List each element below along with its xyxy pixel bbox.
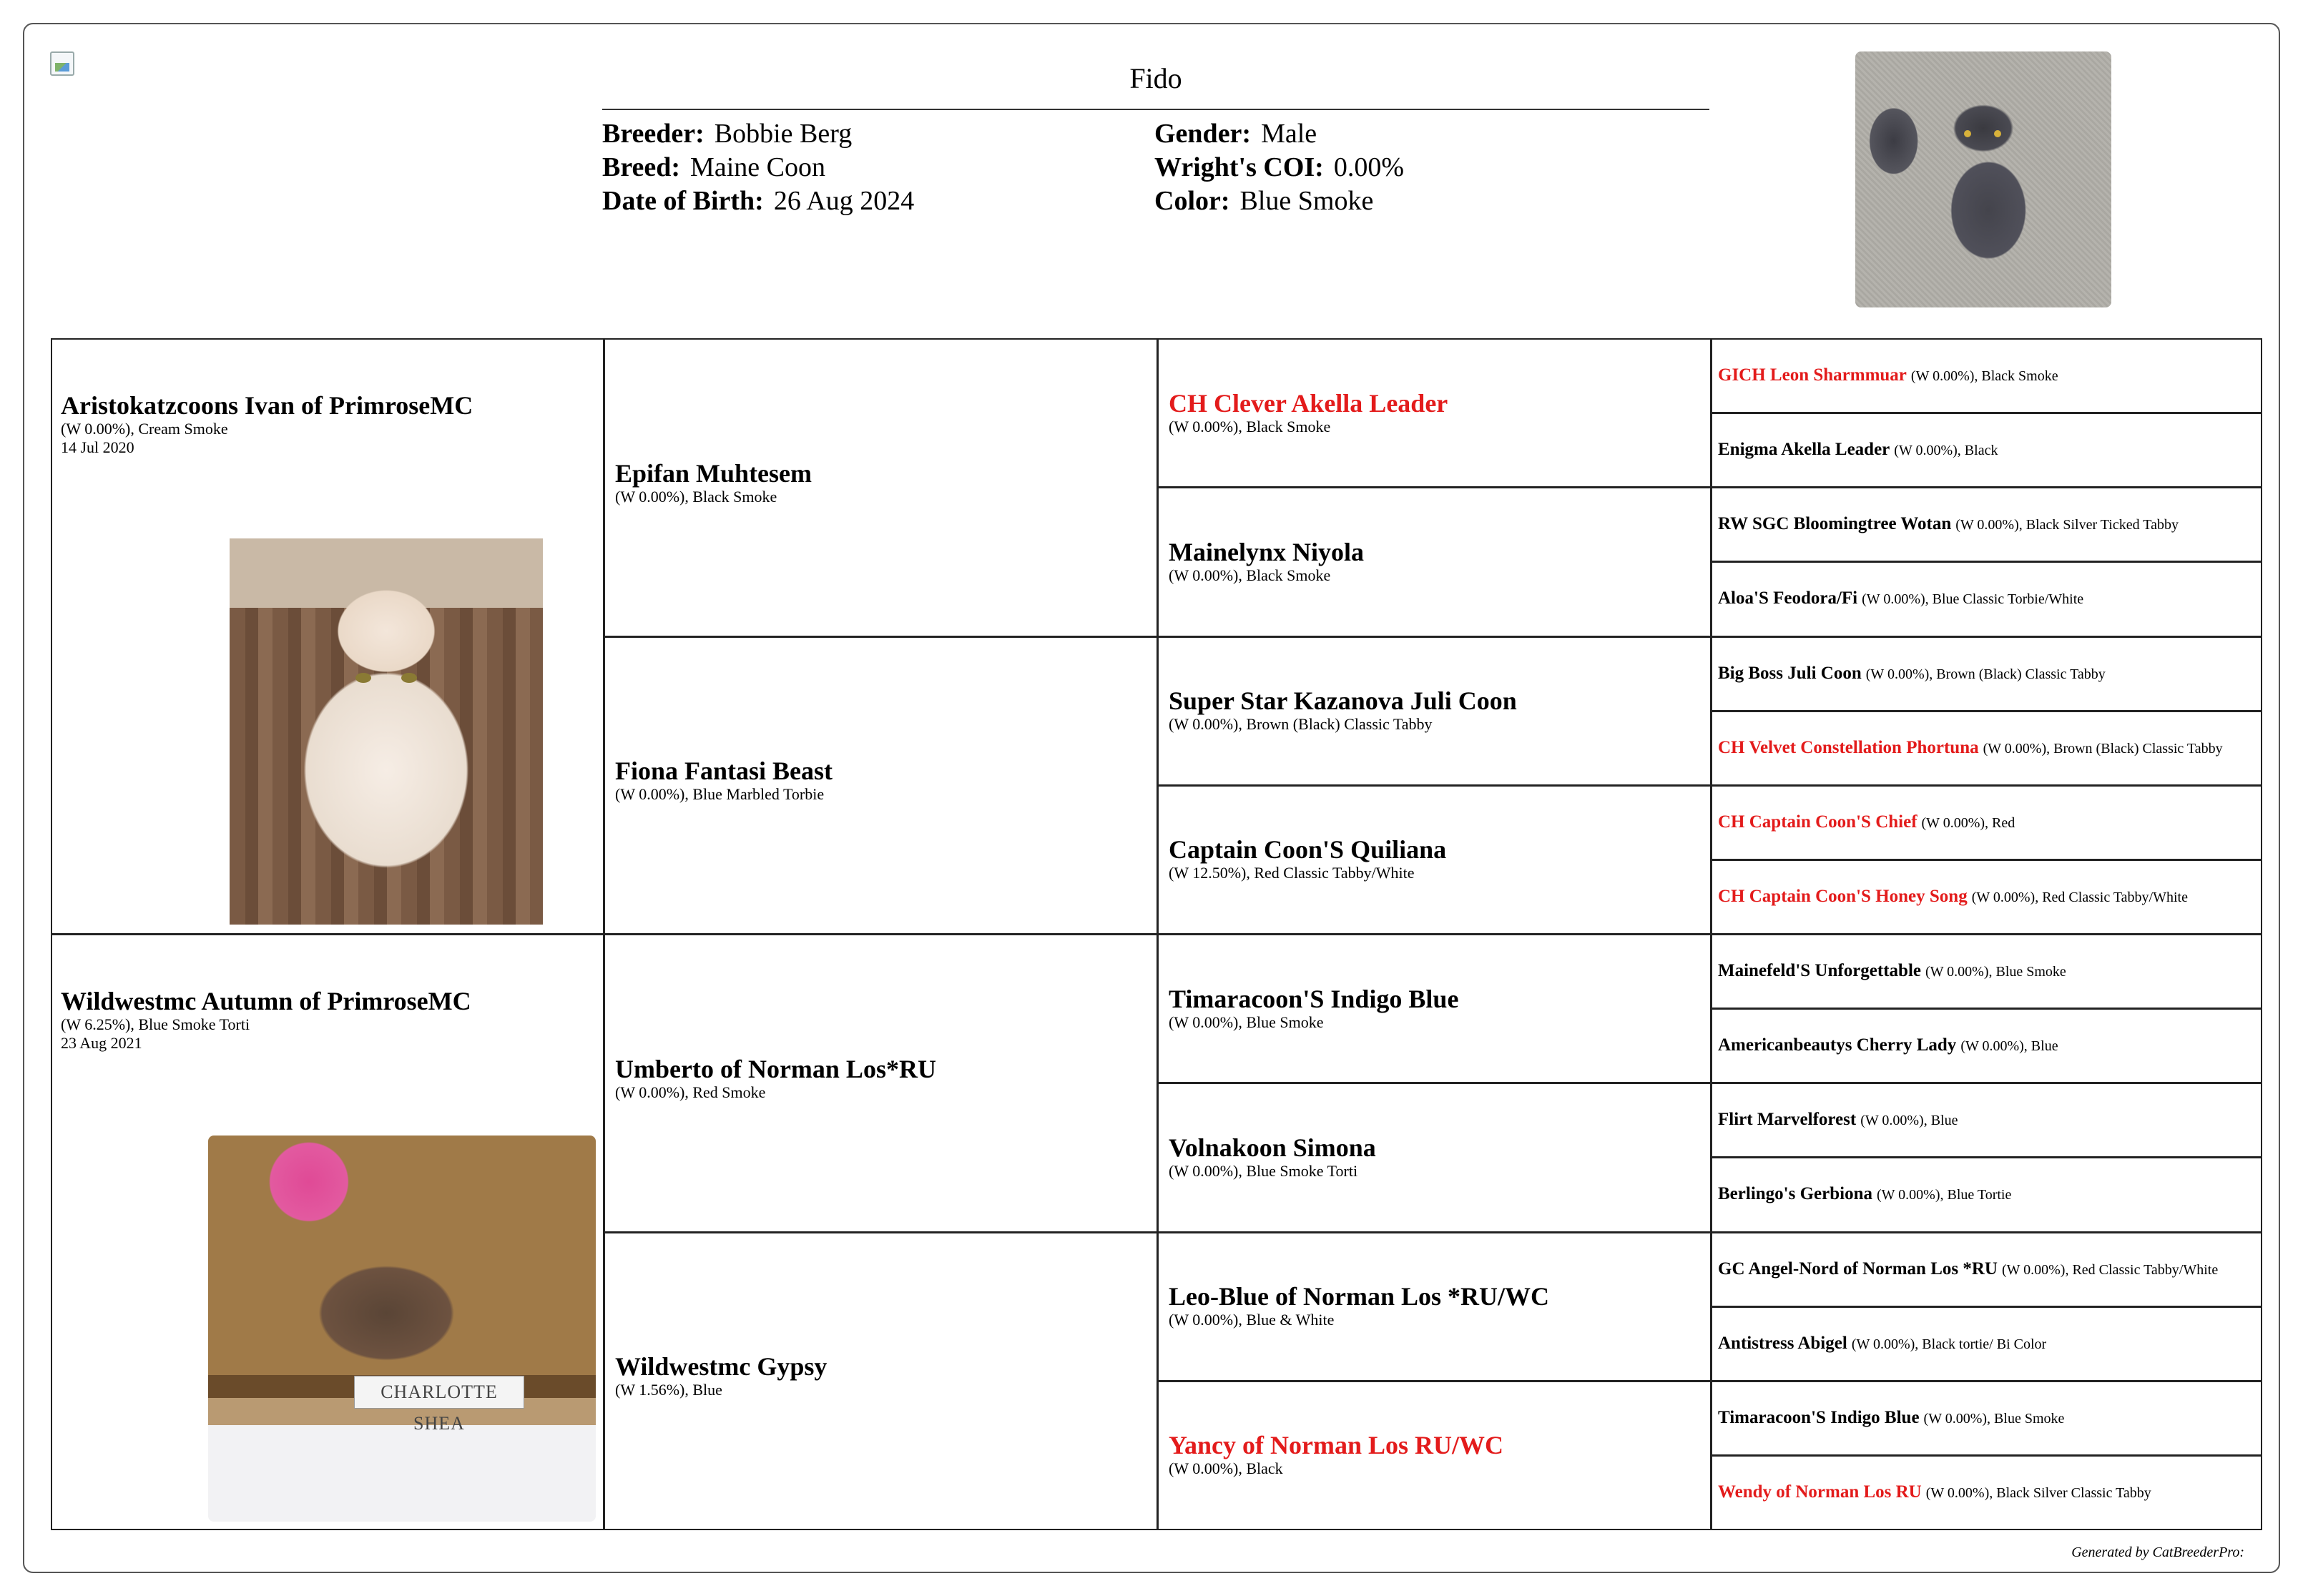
generated-by-footer: Generated by CatBreederPro: <box>2071 1545 2244 1560</box>
dob-label: Date of Birth: <box>602 186 764 216</box>
gen4-entry <box>1718 1333 2046 1355</box>
dob-row <box>602 184 914 218</box>
gen3-details: (W 0.00%), Blue Smoke Torti <box>1169 1161 1358 1180</box>
gen4-details: (W 0.00%), Black Silver Ticked Tabby <box>1955 517 2179 533</box>
info-left <box>602 117 914 218</box>
broken-image-icon <box>50 51 74 76</box>
dam-details: (W 6.25%), Blue Smoke Torti <box>61 1015 250 1033</box>
gen4-entry <box>1718 812 2015 834</box>
gen3-name: Captain Coon'S Quiliana <box>1169 835 1447 864</box>
dam-photo-caption: CHARLOTTE SHEA <box>354 1376 524 1409</box>
gen4-entry <box>1718 439 1998 461</box>
gen3-name: Volnakoon Simona <box>1169 1133 1376 1162</box>
dam-photo <box>208 1136 596 1522</box>
gen3-details: (W 0.00%), Black Smoke <box>1169 417 1331 435</box>
gen3-cell <box>1157 1083 1712 1232</box>
gen4-details: (W 0.00%), Blue Smoke <box>1925 964 2066 980</box>
pedigree-grid <box>51 339 2263 1530</box>
gen4-name: CH Captain Coon'S Honey Song <box>1718 886 1968 906</box>
gen4-name: GC Angel-Nord of Norman Los *RU <box>1718 1258 1998 1279</box>
dam-cell <box>51 934 604 1530</box>
gen4-details: (W 0.00%), Brown (Black) Classic Tabby <box>1983 740 2223 757</box>
gen4-cell <box>1711 636 2262 711</box>
breeder-label: Breeder: <box>602 119 704 149</box>
sire-name: Aristokatzcoons Ivan of PrimroseMC <box>61 391 473 420</box>
gen4-details: (W 0.00%), Blue Classic Torbie/White <box>1862 591 2084 608</box>
sire-cell <box>51 338 604 935</box>
gen3-cell <box>1157 1381 1712 1530</box>
gen4-name: Timaracoon'S Indigo Blue <box>1718 1407 1920 1427</box>
sire-details: (W 0.00%), Cream Smoke <box>61 420 228 438</box>
gen4-name: Aloa'S Feodora/Fi <box>1718 588 1858 609</box>
gender-row <box>1154 117 1404 151</box>
title-divider <box>602 109 1709 110</box>
gen2-details: (W 0.00%), Blue Marbled Torbie <box>615 785 825 804</box>
gen4-cell <box>1711 711 2262 786</box>
gen4-details: (W 0.00%), Red Classic Tabby/White <box>2001 1261 2219 1278</box>
gen4-name: Flirt Marvelforest <box>1718 1110 1857 1130</box>
cat-eye-right <box>1994 130 2001 137</box>
breed-value: Maine Coon <box>690 152 825 182</box>
gen2-cell <box>604 934 1158 1233</box>
gen4-entry <box>1718 960 2066 982</box>
gen4-cell <box>1711 1306 2262 1381</box>
gen4-entry <box>1718 1035 2058 1057</box>
gen4-cell <box>1711 561 2262 636</box>
gen3-details: (W 0.00%), Black Smoke <box>1169 566 1331 584</box>
cat-eye-left <box>1964 130 1971 137</box>
sire-eye-right <box>401 673 417 683</box>
gen4-name: Enigma Akella Leader <box>1718 440 1890 460</box>
gen4-cell <box>1711 934 2262 1009</box>
breed-row <box>602 151 914 184</box>
gen4-cell <box>1711 1232 2262 1307</box>
coi-value: 0.00% <box>1333 152 1404 182</box>
gen4-details: (W 0.00%), Black Smoke <box>1910 368 2058 385</box>
gen4-entry <box>1718 513 2179 536</box>
sire-eye-left <box>355 673 371 683</box>
gender-value: Male <box>1261 119 1317 149</box>
gen4-details: (W 0.00%), Red Classic Tabby/White <box>1971 889 2188 905</box>
gen4-details: (W 0.00%), Red <box>1921 814 2015 831</box>
breeder-row <box>602 117 914 151</box>
gen4-details: (W 0.00%), Brown (Black) Classic Tabby <box>1865 666 2106 682</box>
cat-photo <box>1855 51 2111 307</box>
gen4-entry <box>1718 663 2106 685</box>
gen4-name: Americanbeautys Cherry Lady <box>1718 1035 1957 1055</box>
page-title: Fido <box>1129 62 1182 94</box>
gen4-name: Wendy of Norman Los RU <box>1718 1482 1922 1502</box>
gen3-cell <box>1157 338 1712 488</box>
gen3-name: Leo-Blue of Norman Los *RU/WC <box>1169 1282 1549 1311</box>
gen4-entry <box>1718 1109 1958 1131</box>
breed-label: Breed: <box>602 152 681 182</box>
gen3-cell <box>1157 636 1712 786</box>
gen4-cell <box>1711 785 2262 860</box>
gen4-entry <box>1718 1183 2011 1206</box>
gen4-cell <box>1711 859 2262 935</box>
gen4-cell <box>1711 1455 2262 1530</box>
gen4-details: (W 0.00%), Black tortie/ Bi Color <box>1851 1336 2047 1352</box>
gen3-name: Timaracoon'S Indigo Blue <box>1169 984 1459 1013</box>
gen2-name: Fiona Fantasi Beast <box>615 757 833 786</box>
gen2-details: (W 1.56%), Blue <box>615 1381 722 1399</box>
gen4-cell <box>1711 1008 2262 1083</box>
sire-photo <box>230 538 543 925</box>
gen4-cell <box>1711 1381 2262 1456</box>
gen4-cell <box>1711 1157 2262 1232</box>
info-right <box>1154 117 1404 218</box>
gen4-entry <box>1718 1258 2218 1281</box>
color-value: Blue Smoke <box>1239 186 1374 216</box>
gen4-name: Big Boss Juli Coon <box>1718 663 1862 683</box>
gen3-cell <box>1157 1232 1712 1381</box>
gender-label: Gender: <box>1154 119 1252 149</box>
gen3-name: Yancy of Norman Los RU/WC <box>1169 1431 1503 1460</box>
gen2-details: (W 0.00%), Red Smoke <box>615 1083 766 1101</box>
gen4-details: (W 0.00%), Blue <box>1960 1038 2058 1055</box>
gen3-name: Super Star Kazanova Juli Coon <box>1169 686 1517 716</box>
dob-value: 26 Aug 2024 <box>773 186 915 216</box>
gen4-entry <box>1718 1407 2064 1429</box>
gen2-cell <box>604 1232 1158 1531</box>
gen4-entry <box>1718 886 2188 908</box>
gen2-details: (W 0.00%), Black Smoke <box>615 487 777 506</box>
gen4-cell <box>1711 487 2262 562</box>
gen4-entry <box>1718 1482 2151 1504</box>
gen2-name: Epifan Muhtesem <box>615 458 812 488</box>
gen3-details: (W 0.00%), Blue Smoke <box>1169 1013 1324 1031</box>
coi-row <box>1154 151 1404 184</box>
gen4-entry <box>1718 588 2083 610</box>
gen3-cell <box>1157 487 1712 636</box>
gen4-cell <box>1711 413 2262 488</box>
gen2-name: Wildwestmc Gypsy <box>615 1352 828 1381</box>
color-label: Color: <box>1154 186 1230 216</box>
color-row <box>1154 184 1404 218</box>
gen4-entry <box>1718 737 2223 759</box>
gen4-name: Berlingo's Gerbiona <box>1718 1184 1872 1204</box>
dam-name: Wildwestmc Autumn of PrimroseMC <box>61 987 471 1015</box>
gen3-cell <box>1157 785 1712 935</box>
breeder-value: Bobbie Berg <box>714 119 853 149</box>
gen4-details: (W 0.00%), Blue Smoke <box>1923 1410 2065 1427</box>
gen4-cell <box>1711 1083 2262 1158</box>
gen2-name: Umberto of Norman Los*RU <box>615 1054 936 1083</box>
gen3-name: Mainelynx Niyola <box>1169 537 1365 566</box>
gen4-name: CH Captain Coon'S Chief <box>1718 812 1917 832</box>
gen4-cell <box>1711 338 2262 413</box>
gen4-entry <box>1718 365 2058 387</box>
gen3-details: (W 0.00%), Brown (Black) Classic Tabby <box>1169 715 1433 734</box>
gen2-cell <box>604 636 1158 935</box>
gen3-details: (W 12.50%), Red Classic Tabby/White <box>1169 864 1415 882</box>
gen2-cell <box>604 338 1158 637</box>
gen4-name: RW SGC Bloomingtree Wotan <box>1718 514 1952 534</box>
gen4-name: Mainefeld'S Unforgettable <box>1718 961 1921 981</box>
sire-dob: 14 Jul 2020 <box>61 438 134 456</box>
dam-dob: 23 Aug 2021 <box>61 1034 142 1052</box>
gen4-name: CH Velvet Constellation Phortuna <box>1718 737 1979 757</box>
gen4-details: (W 0.00%), Black Silver Classic Tabby <box>1925 1484 2151 1501</box>
gen3-details: (W 0.00%), Blue & White <box>1169 1311 1335 1329</box>
gen3-details: (W 0.00%), Black <box>1169 1459 1283 1478</box>
gen3-cell <box>1157 934 1712 1083</box>
gen4-name: Antistress Abigel <box>1718 1333 1847 1353</box>
gen3-name: CH Clever Akella Leader <box>1169 388 1448 418</box>
coi-label: Wright's COI: <box>1154 152 1324 182</box>
gen4-details: (W 0.00%), Black <box>1894 443 1998 459</box>
gen4-details: (W 0.00%), Blue Tortie <box>1876 1187 2012 1203</box>
gen4-details: (W 0.00%), Blue <box>1860 1113 1958 1129</box>
gen4-name: GICH Leon Sharmmuar <box>1718 365 1907 385</box>
